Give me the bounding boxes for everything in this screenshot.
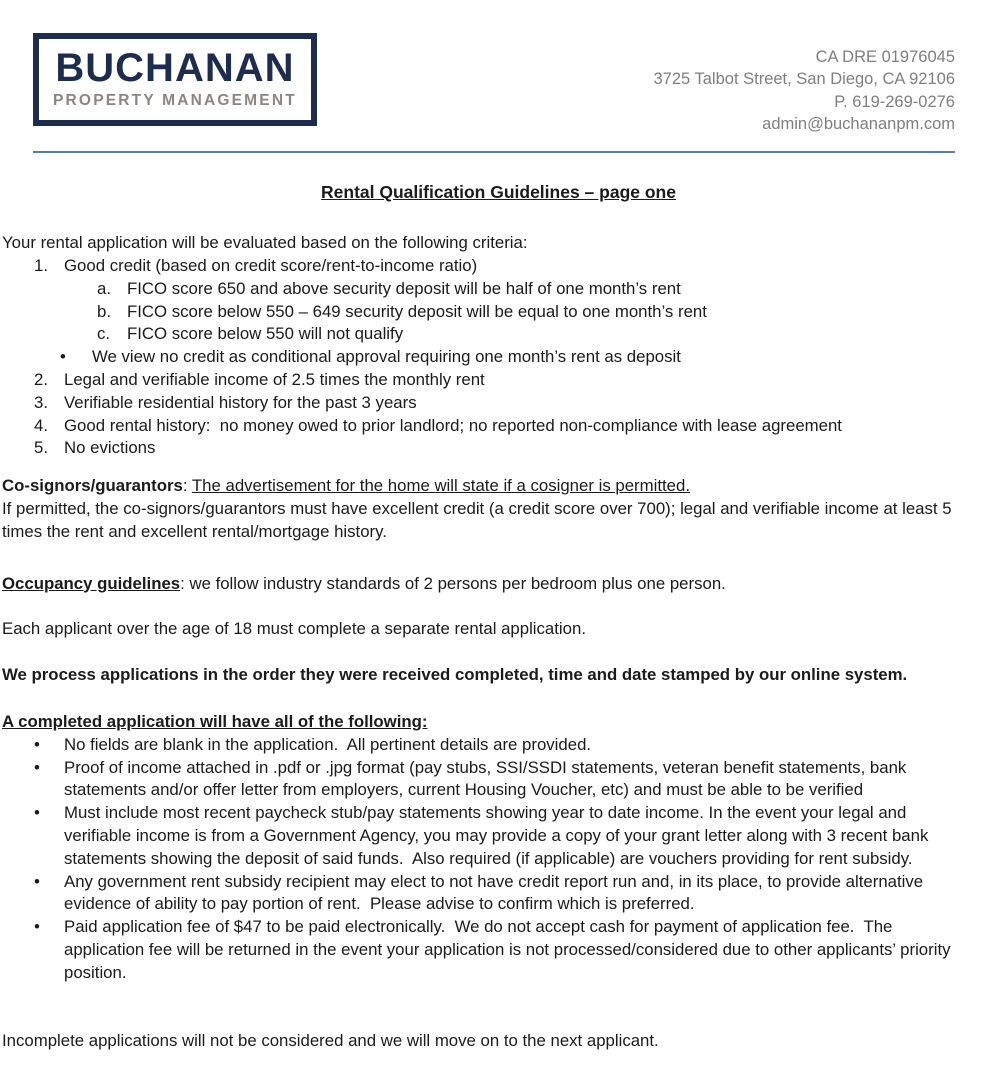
occupancy-paragraph [2,573,973,596]
list-text: FICO score 650 and above security deposit will be half of one month’s rent [127,278,681,298]
bullet-marker: • [34,871,40,891]
header-divider [33,151,955,153]
list-marker: a. [97,278,111,298]
requirement-item [2,871,973,917]
page-title: Rental Qualification Guidelines – page one [321,182,676,203]
requirement-item [2,757,973,803]
criteria-subitem [2,301,973,324]
logo-title: BUCHANAN [55,46,295,90]
intro-paragraph: Your rental application will be evaluated based on the following criteria: [2,233,528,253]
cosigners-separator: : [182,476,192,496]
list-marker: c. [97,324,111,344]
bullet-marker: • [34,757,40,777]
cosigners-underlined-sentence: The advertisement for the home will state if a cosigner is permitted. [191,476,690,496]
each-applicant-paragraph: Each applicant over the age of 18 must complete a separate rental application. [2,619,586,639]
criteria-item [2,392,973,415]
requirement-item [2,734,973,757]
list-marker: b. [97,301,111,321]
company-logo [33,33,317,126]
contact-line-email: admin@buchananpm.com [762,114,955,133]
bullet-marker: • [34,917,40,937]
logo-subtitle: PROPERTY MANAGEMENT [53,92,297,109]
bullet-marker: • [34,734,40,754]
criteria-subitem [2,323,973,346]
occupancy-heading: Occupancy guidelines [2,573,181,593]
list-marker: 4. [34,415,48,435]
list-text: No fields are blank in the application. All pertinent details are provided. [64,734,592,754]
cosigners-label: Co-signors/guarantors [2,476,183,496]
list-text: Good credit (based on credit score/rent-to-income ratio) [64,255,478,275]
closing-paragraph: Incomplete applications will not be considered and we will move on to the next applicant. [2,1030,659,1050]
processing-note-paragraph: We process applications in the order they were received completed, time and date stamped by our online system. [2,665,908,685]
completed-application-heading: A completed application will have all of the following: [2,711,428,731]
list-text: Good rental history: no money owed to prior landlord; no reported non-compliance with lease agreement [64,415,842,435]
list-text: Any government rent subsidy recipient may elect to not have credit report run and, in its place, to provide alternative evidence of ability to pay portion of rent. Please advise to confirm which is preferred. [64,871,928,914]
criteria-item [2,369,973,392]
list-text: Paid application fee of $47 to be paid electronically. We do not accept cash for payment of application fee. The application fee will be returned in the event your application is not processed/considered due to other applicants’ priority position. [64,917,956,982]
contact-info [654,33,956,135]
cosigners-paragraph [2,475,973,543]
criteria-item [2,255,973,278]
contact-line-dre: CA DRE 01976045 [815,48,955,66]
contact-line-phone: P. 619-269-0276 [834,92,955,111]
requirement-item [2,802,973,870]
list-marker: 2. [34,369,48,389]
list-text: Verifiable residential history for the past 3 years [64,392,417,412]
list-text: Legal and verifiable income of 2.5 times the monthly rent [64,369,485,389]
list-marker: 1. [34,255,48,275]
document-body [0,232,997,1052]
list-marker: 3. [34,392,48,412]
bullet-marker: • [60,347,66,367]
requirement-item [2,916,973,984]
list-text: Must include most recent paycheck stub/pay statements showing year to date income. In the event your legal and verifiable income is from a Government Agency, you may provide a copy of your grant letter along with 3 recent bank statements showing the deposit of said funds. Also required (if applicable) are vouchers providing for rent subsidy. [64,803,934,868]
list-text: We view no credit as conditional approval requiring one month’s rent as deposit [92,347,681,367]
list-text: No evictions [64,438,156,458]
criteria-item [2,437,973,460]
criteria-bullet-item [2,346,973,369]
bullet-marker: • [34,803,40,823]
list-text: Proof of income attached in .pdf or .jpg format (pay stubs, SSI/SSDI statements, veteran benefit statements, bank statements and/or offer letter from employers, current Housing Voucher, etc) and must be able to be verified [64,757,911,800]
list-text: FICO score below 550 – 649 security deposit will be equal to one month’s rent [127,301,707,321]
contact-line-address: 3725 Talbot Street, San Diego, CA 92106 [653,70,955,89]
list-marker: 5. [34,438,48,458]
cosigners-body: If permitted, the co-signors/guarantors must have excellent credit (a credit score over 700); legal and verifiable income at least 5 times the rent and excellent rental/mortgage history. [2,498,957,541]
criteria-item [2,415,973,438]
occupancy-body: : we follow industry standards of 2 persons per bedroom plus one person. [180,573,726,593]
letterhead [0,0,997,135]
list-text: FICO score below 550 will not qualify [127,324,404,344]
criteria-subitem [2,278,973,301]
